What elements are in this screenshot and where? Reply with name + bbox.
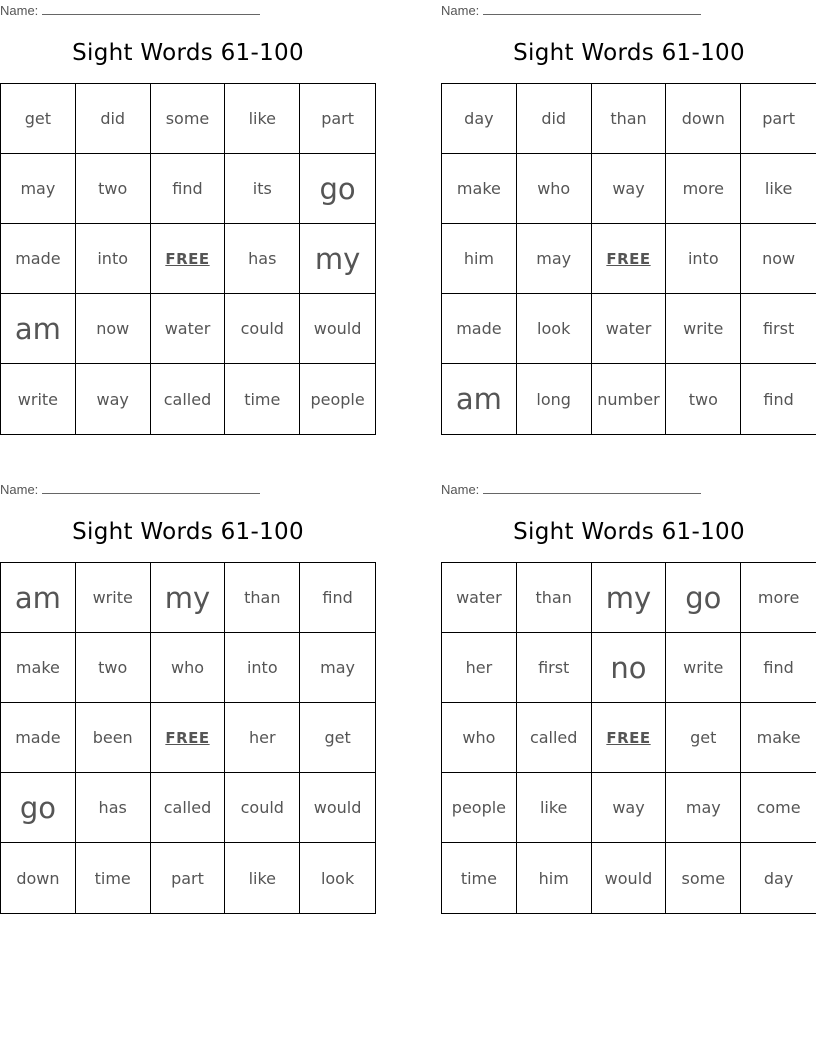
bingo-cell[interactable]: time bbox=[76, 843, 151, 913]
bingo-cell[interactable]: no bbox=[592, 633, 667, 703]
bingo-cell[interactable]: look bbox=[320, 868, 355, 888]
bingo-cell[interactable]: am bbox=[1, 563, 76, 633]
bingo-cell[interactable]: find bbox=[151, 154, 226, 224]
bingo-cell[interactable]: down bbox=[666, 84, 741, 154]
bingo-cell[interactable]: make bbox=[741, 703, 816, 773]
bingo-cell[interactable]: may bbox=[517, 224, 592, 294]
bingo-grid bbox=[0, 83, 376, 435]
bingo-cell[interactable]: part bbox=[300, 84, 375, 154]
bingo-cell[interactable]: than bbox=[225, 563, 300, 633]
bingo-cell[interactable]: find bbox=[741, 633, 816, 703]
bingo-cell[interactable]: write bbox=[1, 364, 76, 434]
bingo-cell[interactable]: like bbox=[517, 773, 592, 843]
bingo-cell[interactable]: write bbox=[666, 633, 741, 703]
bingo-cell[interactable]: like bbox=[225, 843, 300, 913]
bingo-cell[interactable]: now bbox=[76, 294, 151, 364]
name-label: Name: bbox=[441, 3, 480, 18]
bingo-cell[interactable]: water bbox=[151, 294, 226, 364]
bingo-cell[interactable]: who bbox=[517, 154, 592, 224]
bingo-cell[interactable]: more bbox=[741, 563, 816, 633]
bingo-cell[interactable]: water bbox=[592, 294, 667, 364]
bingo-cell[interactable]: could bbox=[225, 773, 300, 843]
bingo-cell[interactable]: go bbox=[1, 773, 76, 843]
name-label: Name: bbox=[0, 482, 39, 497]
card-title: Sight Words 61-100 bbox=[72, 519, 304, 545]
bingo-cell[interactable]: water bbox=[442, 563, 517, 633]
bingo-cell[interactable]: into bbox=[225, 633, 300, 703]
bingo-cell[interactable]: go bbox=[666, 563, 741, 633]
bingo-cell[interactable]: now bbox=[741, 224, 816, 294]
bingo-cell[interactable]: make bbox=[1, 633, 76, 703]
bingo-cell[interactable]: my bbox=[592, 563, 667, 633]
bingo-cell[interactable]: her bbox=[442, 633, 517, 703]
bingo-cell[interactable]: could bbox=[225, 294, 300, 364]
free-space[interactable]: FREE bbox=[592, 224, 667, 294]
bingo-cell[interactable]: time bbox=[225, 364, 300, 434]
bingo-cell[interactable]: into bbox=[666, 224, 741, 294]
bingo-cell[interactable]: my bbox=[151, 563, 226, 633]
bingo-cell[interactable]: into bbox=[76, 224, 151, 294]
card-title: Sight Words 61-100 bbox=[513, 519, 745, 545]
bingo-cell[interactable]: her bbox=[225, 703, 300, 773]
bingo-cell[interactable]: first bbox=[741, 294, 816, 364]
card-title: Sight Words 61-100 bbox=[72, 40, 304, 66]
bingo-cell[interactable]: some bbox=[666, 843, 741, 913]
name-field[interactable] bbox=[0, 482, 260, 497]
bingo-cell[interactable]: first bbox=[517, 633, 592, 703]
bingo-cell[interactable]: make bbox=[442, 154, 517, 224]
bingo-cell[interactable]: way bbox=[592, 773, 667, 843]
bingo-cell[interactable]: who bbox=[151, 633, 226, 703]
name-field[interactable] bbox=[441, 3, 701, 18]
name-line[interactable] bbox=[483, 3, 701, 15]
bingo-cell[interactable]: find bbox=[300, 563, 375, 633]
bingo-cell[interactable]: has bbox=[76, 773, 151, 843]
bingo-cell[interactable]: am bbox=[442, 364, 517, 434]
bingo-cell[interactable]: like bbox=[741, 154, 816, 224]
bingo-cell[interactable]: would bbox=[592, 843, 667, 913]
bingo-cell[interactable]: may bbox=[300, 633, 375, 703]
name-field[interactable] bbox=[0, 3, 260, 18]
bingo-cell[interactable]: way bbox=[76, 364, 151, 434]
bingo-cell[interactable]: may bbox=[1, 154, 76, 224]
bingo-cell[interactable]: get bbox=[1, 84, 76, 154]
bingo-cell[interactable]: am bbox=[1, 294, 76, 364]
bingo-cell[interactable]: made bbox=[442, 294, 517, 364]
bingo-cell[interactable]: made bbox=[1, 703, 76, 773]
bingo-cell[interactable]: called bbox=[151, 773, 226, 843]
bingo-cell[interactable]: than bbox=[592, 84, 667, 154]
bingo-cell[interactable]: than bbox=[517, 563, 592, 633]
bingo-cell[interactable]: part bbox=[741, 84, 816, 154]
bingo-cell[interactable]: more bbox=[666, 154, 741, 224]
free-space[interactable]: FREE bbox=[151, 703, 226, 773]
bingo-cell[interactable]: get bbox=[300, 703, 375, 773]
bingo-cell[interactable]: people bbox=[442, 773, 517, 843]
bingo-cell[interactable]: way bbox=[592, 154, 667, 224]
bingo-cell[interactable]: day bbox=[763, 868, 794, 888]
bingo-cell[interactable]: go bbox=[300, 154, 375, 224]
bingo-cell[interactable]: its bbox=[225, 154, 300, 224]
name-line[interactable] bbox=[42, 3, 260, 15]
bingo-cell[interactable]: been bbox=[76, 703, 151, 773]
bingo-cell[interactable]: long bbox=[517, 364, 592, 434]
bingo-cell[interactable]: him bbox=[517, 843, 592, 913]
bingo-cell[interactable]: would bbox=[300, 294, 375, 364]
bingo-grid bbox=[0, 562, 376, 914]
bingo-cell[interactable]: find bbox=[763, 389, 794, 409]
bingo-cell[interactable]: may bbox=[666, 773, 741, 843]
bingo-cell[interactable]: time bbox=[442, 843, 517, 913]
bingo-cell[interactable]: down bbox=[1, 843, 76, 913]
bingo-cell[interactable]: who bbox=[442, 703, 517, 773]
name-label: Name: bbox=[0, 3, 39, 18]
bingo-cell[interactable]: part bbox=[151, 843, 226, 913]
bingo-grid bbox=[441, 83, 816, 435]
name-label: Name: bbox=[441, 482, 480, 497]
bingo-cell[interactable]: two bbox=[666, 364, 741, 434]
bingo-cell[interactable]: him bbox=[442, 224, 517, 294]
bingo-cell[interactable]: two bbox=[76, 154, 151, 224]
bingo-cell[interactable]: called bbox=[151, 364, 226, 434]
bingo-cell[interactable]: look bbox=[517, 294, 592, 364]
bingo-cell[interactable]: two bbox=[76, 633, 151, 703]
bingo-cell[interactable]: some bbox=[151, 84, 226, 154]
free-space[interactable]: FREE bbox=[592, 703, 667, 773]
bingo-cell[interactable]: my bbox=[300, 224, 375, 294]
bingo-cell[interactable]: get bbox=[666, 703, 741, 773]
bingo-cell[interactable]: day bbox=[442, 84, 517, 154]
bingo-cell[interactable]: has bbox=[225, 224, 300, 294]
bingo-grid bbox=[441, 562, 816, 914]
name-field[interactable] bbox=[441, 482, 701, 497]
name-line[interactable] bbox=[483, 482, 701, 494]
bingo-cell[interactable]: did bbox=[517, 84, 592, 154]
bingo-cell[interactable]: come bbox=[741, 773, 816, 843]
bingo-cell[interactable]: made bbox=[1, 224, 76, 294]
bingo-cell[interactable]: write bbox=[76, 563, 151, 633]
bingo-cell[interactable]: number bbox=[592, 364, 667, 434]
bingo-cell[interactable]: people bbox=[310, 389, 365, 409]
bingo-cell[interactable]: like bbox=[225, 84, 300, 154]
name-line[interactable] bbox=[42, 482, 260, 494]
bingo-cell[interactable]: write bbox=[666, 294, 741, 364]
bingo-cell[interactable]: called bbox=[517, 703, 592, 773]
card-title: Sight Words 61-100 bbox=[513, 40, 745, 66]
free-space[interactable]: FREE bbox=[151, 224, 226, 294]
bingo-cell[interactable]: would bbox=[300, 773, 375, 843]
bingo-cell[interactable]: did bbox=[76, 84, 151, 154]
